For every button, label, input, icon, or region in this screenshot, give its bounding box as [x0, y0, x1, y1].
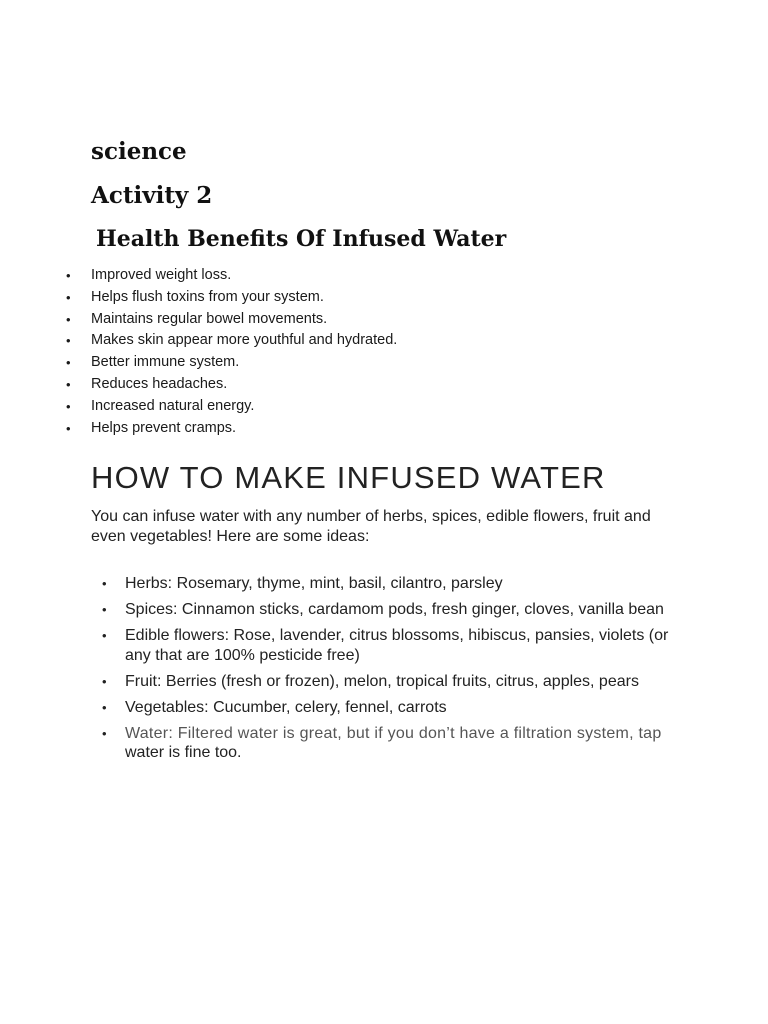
list-item	[0, 698, 680, 718]
list-item	[0, 574, 680, 594]
bullet-icon: •	[66, 420, 71, 436]
list-item	[0, 352, 397, 374]
intro-paragraph: You can infuse water with any number of herbs, spices, edible flowers, fruit and even vegetables! Here are some ideas:	[91, 508, 651, 545]
bullet-icon: •	[102, 673, 107, 689]
bullet-icon: •	[66, 268, 71, 283]
list-item	[0, 396, 397, 418]
bullet-icon: •	[66, 333, 71, 349]
list-item-text: Helps flush toxins from your system.	[91, 288, 324, 305]
subject-heading: science	[91, 138, 187, 165]
bullet-icon: •	[102, 602, 107, 617]
list-item	[0, 418, 397, 440]
list-item-text: Water: Filtered water is great, but if you don’t have a filtration system, tap	[125, 724, 662, 742]
benefits-heading: Health Benefits Of Infused Water	[96, 226, 507, 252]
list-item-text: Improved weight loss.	[91, 267, 232, 283]
list-item-text: Helps prevent cramps.	[91, 419, 237, 436]
list-item	[0, 330, 397, 352]
bullet-icon: •	[66, 398, 71, 414]
bullet-icon: •	[66, 289, 71, 305]
activity-heading: Activity 2	[91, 182, 213, 209]
list-item	[0, 626, 680, 665]
list-item-text: Fruit: Berries (fresh or frozen), melon, tropical fruits, citrus, apples, pears	[125, 672, 639, 690]
list-item-text: Better immune system.	[91, 354, 240, 371]
bullet-icon: •	[102, 699, 107, 715]
list-item	[0, 600, 680, 620]
list-item-text-continued: water is fine too.	[125, 744, 242, 761]
how-to-heading: HOW TO MAKE INFUSED WATER	[91, 460, 606, 495]
list-item-text: Reduces headaches.	[91, 375, 228, 392]
list-item	[0, 265, 397, 287]
list-item-text: Increased natural energy.	[91, 397, 255, 414]
list-item	[0, 672, 680, 692]
bullet-icon: •	[102, 628, 107, 643]
list-item-text: Herbs: Rosemary, thyme, mint, basil, cilantro, parsley	[125, 575, 503, 592]
bullet-icon: •	[102, 725, 107, 741]
bullet-icon: •	[102, 576, 107, 591]
benefits-list	[0, 265, 397, 439]
list-item	[0, 374, 397, 396]
ideas-list	[0, 574, 700, 769]
bullet-icon: •	[66, 376, 71, 392]
bullet-icon: •	[66, 311, 71, 327]
list-item	[0, 309, 397, 331]
list-item-text: Vegetables: Cucumber, celery, fennel, carrots	[125, 698, 447, 716]
list-item-text: Makes skin appear more youthful and hydrated.	[91, 332, 398, 349]
list-item-text: Edible flowers: Rose, lavender, citrus blossoms, hibiscus, pansies, violets (or any that are 100% pesticide free)	[125, 627, 669, 664]
list-item	[0, 287, 397, 309]
list-item-text: Maintains regular bowel movements.	[91, 310, 328, 327]
list-item	[0, 724, 680, 763]
list-item-text: Spices: Cinnamon sticks, cardamom pods, fresh ginger, cloves, vanilla bean	[125, 601, 664, 618]
bullet-icon: •	[66, 355, 71, 371]
